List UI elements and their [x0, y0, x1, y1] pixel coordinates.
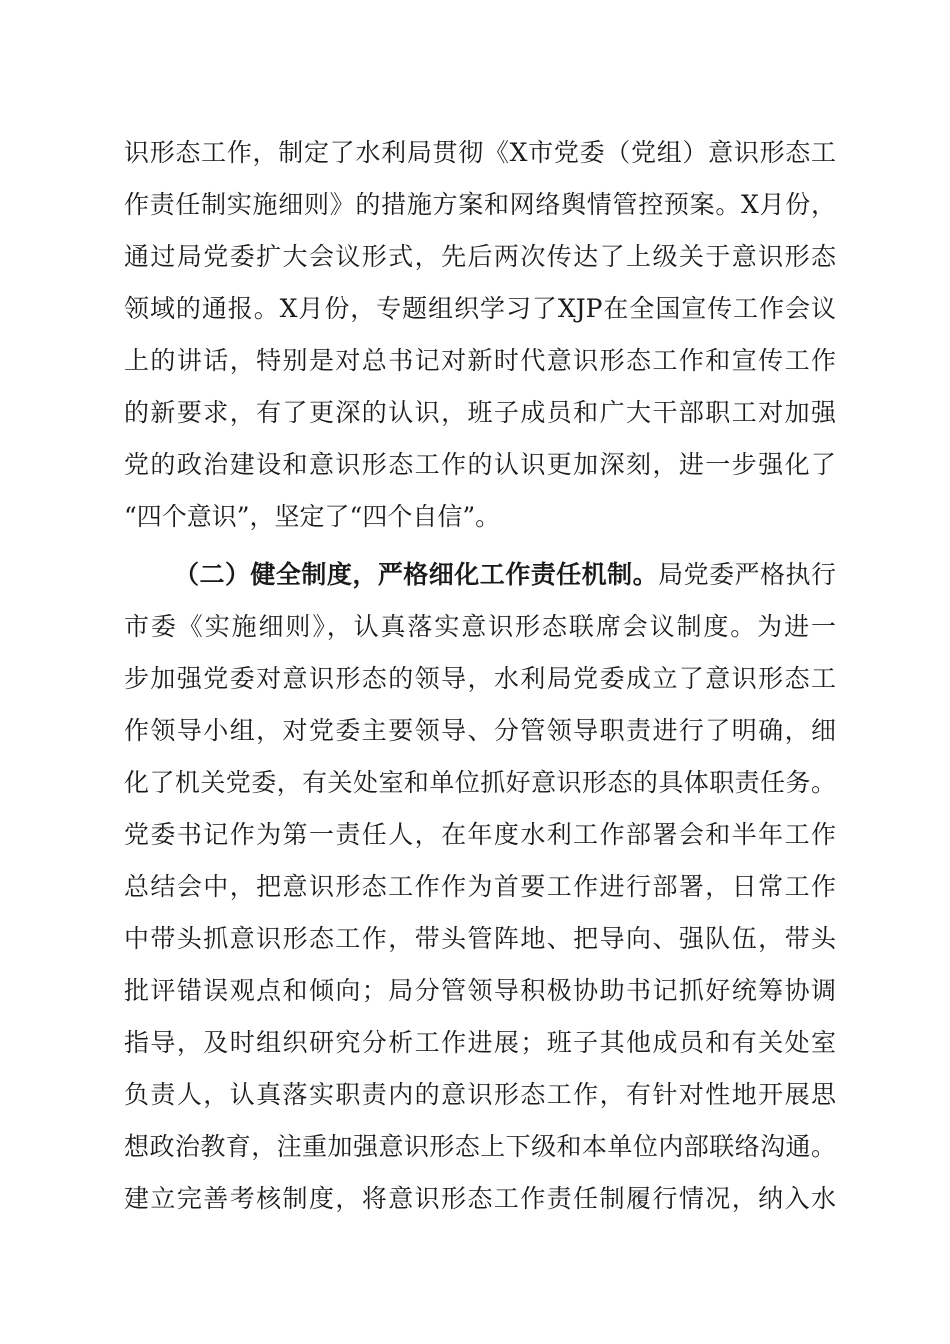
paragraph-line: 党委书记作为第一责任人，在年度水利工作部署会和半年工作: [124, 820, 836, 849]
section-heading: （二）健全制度，严格细化工作责任机制。: [174, 560, 659, 589]
paragraph-line: 的新要求，有了更深的认识，班子成员和广大干部职工对加强: [124, 398, 836, 427]
section-heading-line: [174, 555, 836, 595]
paragraph-line: 作领导小组，对党委主要领导、分管领导职责进行了明确，细: [124, 716, 836, 745]
paragraph-line: “四个意识”，坚定了“四个自信”。: [124, 502, 501, 531]
paragraph-line: 党的政治建设和意识形态工作的认识更加深刻，进一步强化了: [124, 450, 836, 479]
paragraph-line: 中带头抓意识形态工作，带头管阵地、把导向、强队伍，带头: [124, 924, 836, 953]
paragraph-line: 总结会中，把意识形态工作作为首要工作进行部署，日常工作: [124, 872, 836, 901]
paragraph-line: 指导，及时组织研究分析工作进展；班子其他成员和有关处室: [124, 1028, 836, 1057]
paragraph-line: 化了机关党委，有关处室和单位抓好意识形态的具体职责任务。: [124, 768, 836, 797]
paragraph-line: 识形态工作，制定了水利局贯彻《X市党委（党组）意识形态工: [124, 138, 836, 167]
paragraph-line: 上的讲话，特别是对总书记对新时代意识形态工作和宣传工作: [124, 346, 836, 375]
paragraph-line: 批评错误观点和倾向；局分管领导积极协助书记抓好统筹协调: [124, 976, 836, 1005]
paragraph-line: 通过局党委扩大会议形式，先后两次传达了上级关于意识形态: [124, 242, 836, 271]
paragraph-line: 建立完善考核制度，将意识形态工作责任制履行情况，纳入水: [124, 1184, 836, 1213]
paragraph-line: 领域的通报。X月份，专题组织学习了XJP在全国宣传工作会议: [124, 294, 836, 323]
paragraph-line: 市委《实施细则》，认真落实意识形态联席会议制度。为进一: [124, 612, 836, 641]
paragraph-line: 负责人，认真落实职责内的意识形态工作，有针对性地开展思: [124, 1080, 836, 1109]
paragraph-line: 步加强党委对意识形态的领导，水利局党委成立了意识形态工: [124, 664, 836, 693]
paragraph-line: 作责任制实施细则》的措施方案和网络舆情管控预案。X月份，: [124, 190, 836, 219]
section-heading-rest: 局党委严格执行: [658, 560, 836, 589]
paragraph-line: 想政治教育，注重加强意识形态上下级和本单位内部联络沟通。: [124, 1132, 836, 1161]
